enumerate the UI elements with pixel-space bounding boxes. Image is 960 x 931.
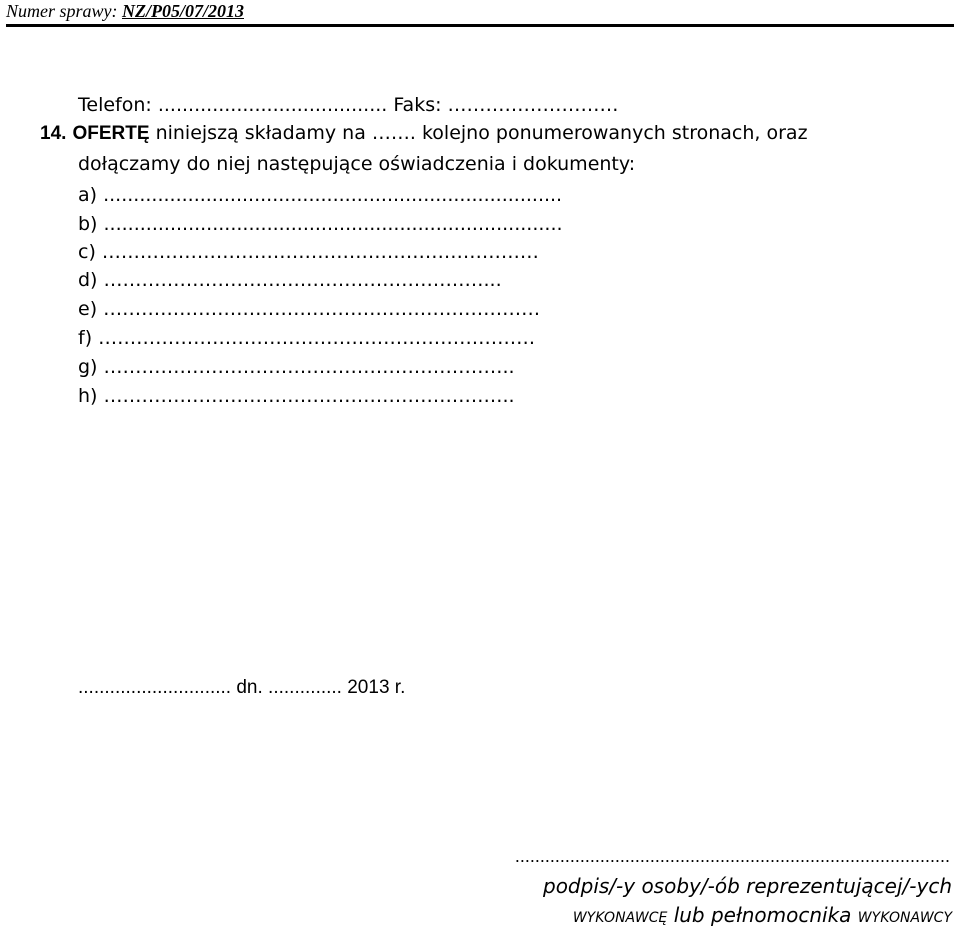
attachment-h: h) ……………………………………………………….. [78,385,515,407]
attachment-e: e) …………………………………………………………… [78,298,541,320]
offer-item-14 [40,120,808,147]
signature-caption-line2 [573,902,952,931]
signature-contractor-1: WYKONAWCĘ [572,910,668,926]
attachment-a: a) ............................................................................ [78,184,563,206]
attachment-g: g) ……………………………………………………….. [78,356,515,378]
place-date-line: ............................. dn. .............. 2013 r. [78,677,406,698]
attachment-b: b) ............................................................................ [78,213,563,235]
item-text-line2: dołączamy do niej następujące oświadczenia i dokumenty: [78,153,636,175]
signature-caption-line1: podpis/-y osoby/-ób reprezentującej/-ych [543,874,952,898]
attachment-f: f) …………………………………………………………… [78,327,536,349]
signature-proxy-text: lub pełnomocnika [667,903,858,927]
document-header [6,0,954,27]
attachment-d: d) ……………………………………………………... [78,269,502,291]
telefon-faks-line: Telefon: ...................................... Faks: ……………………… [78,94,619,116]
case-number-label: Numer sprawy: [6,1,122,21]
signature-dots: ....................................................................................... [514,846,950,866]
signature-contractor-2: WYKONAWCY [857,910,952,926]
item-number: 14. [40,123,67,144]
item-text-line1: niniejszą składamy na ……. kolejno ponumerowanych stronach, oraz [149,122,808,144]
case-number: NZ/P05/07/2013 [122,1,244,21]
item-title: OFERTĘ [72,123,150,144]
attachment-c: c) …………………………………………………………… [78,241,539,263]
